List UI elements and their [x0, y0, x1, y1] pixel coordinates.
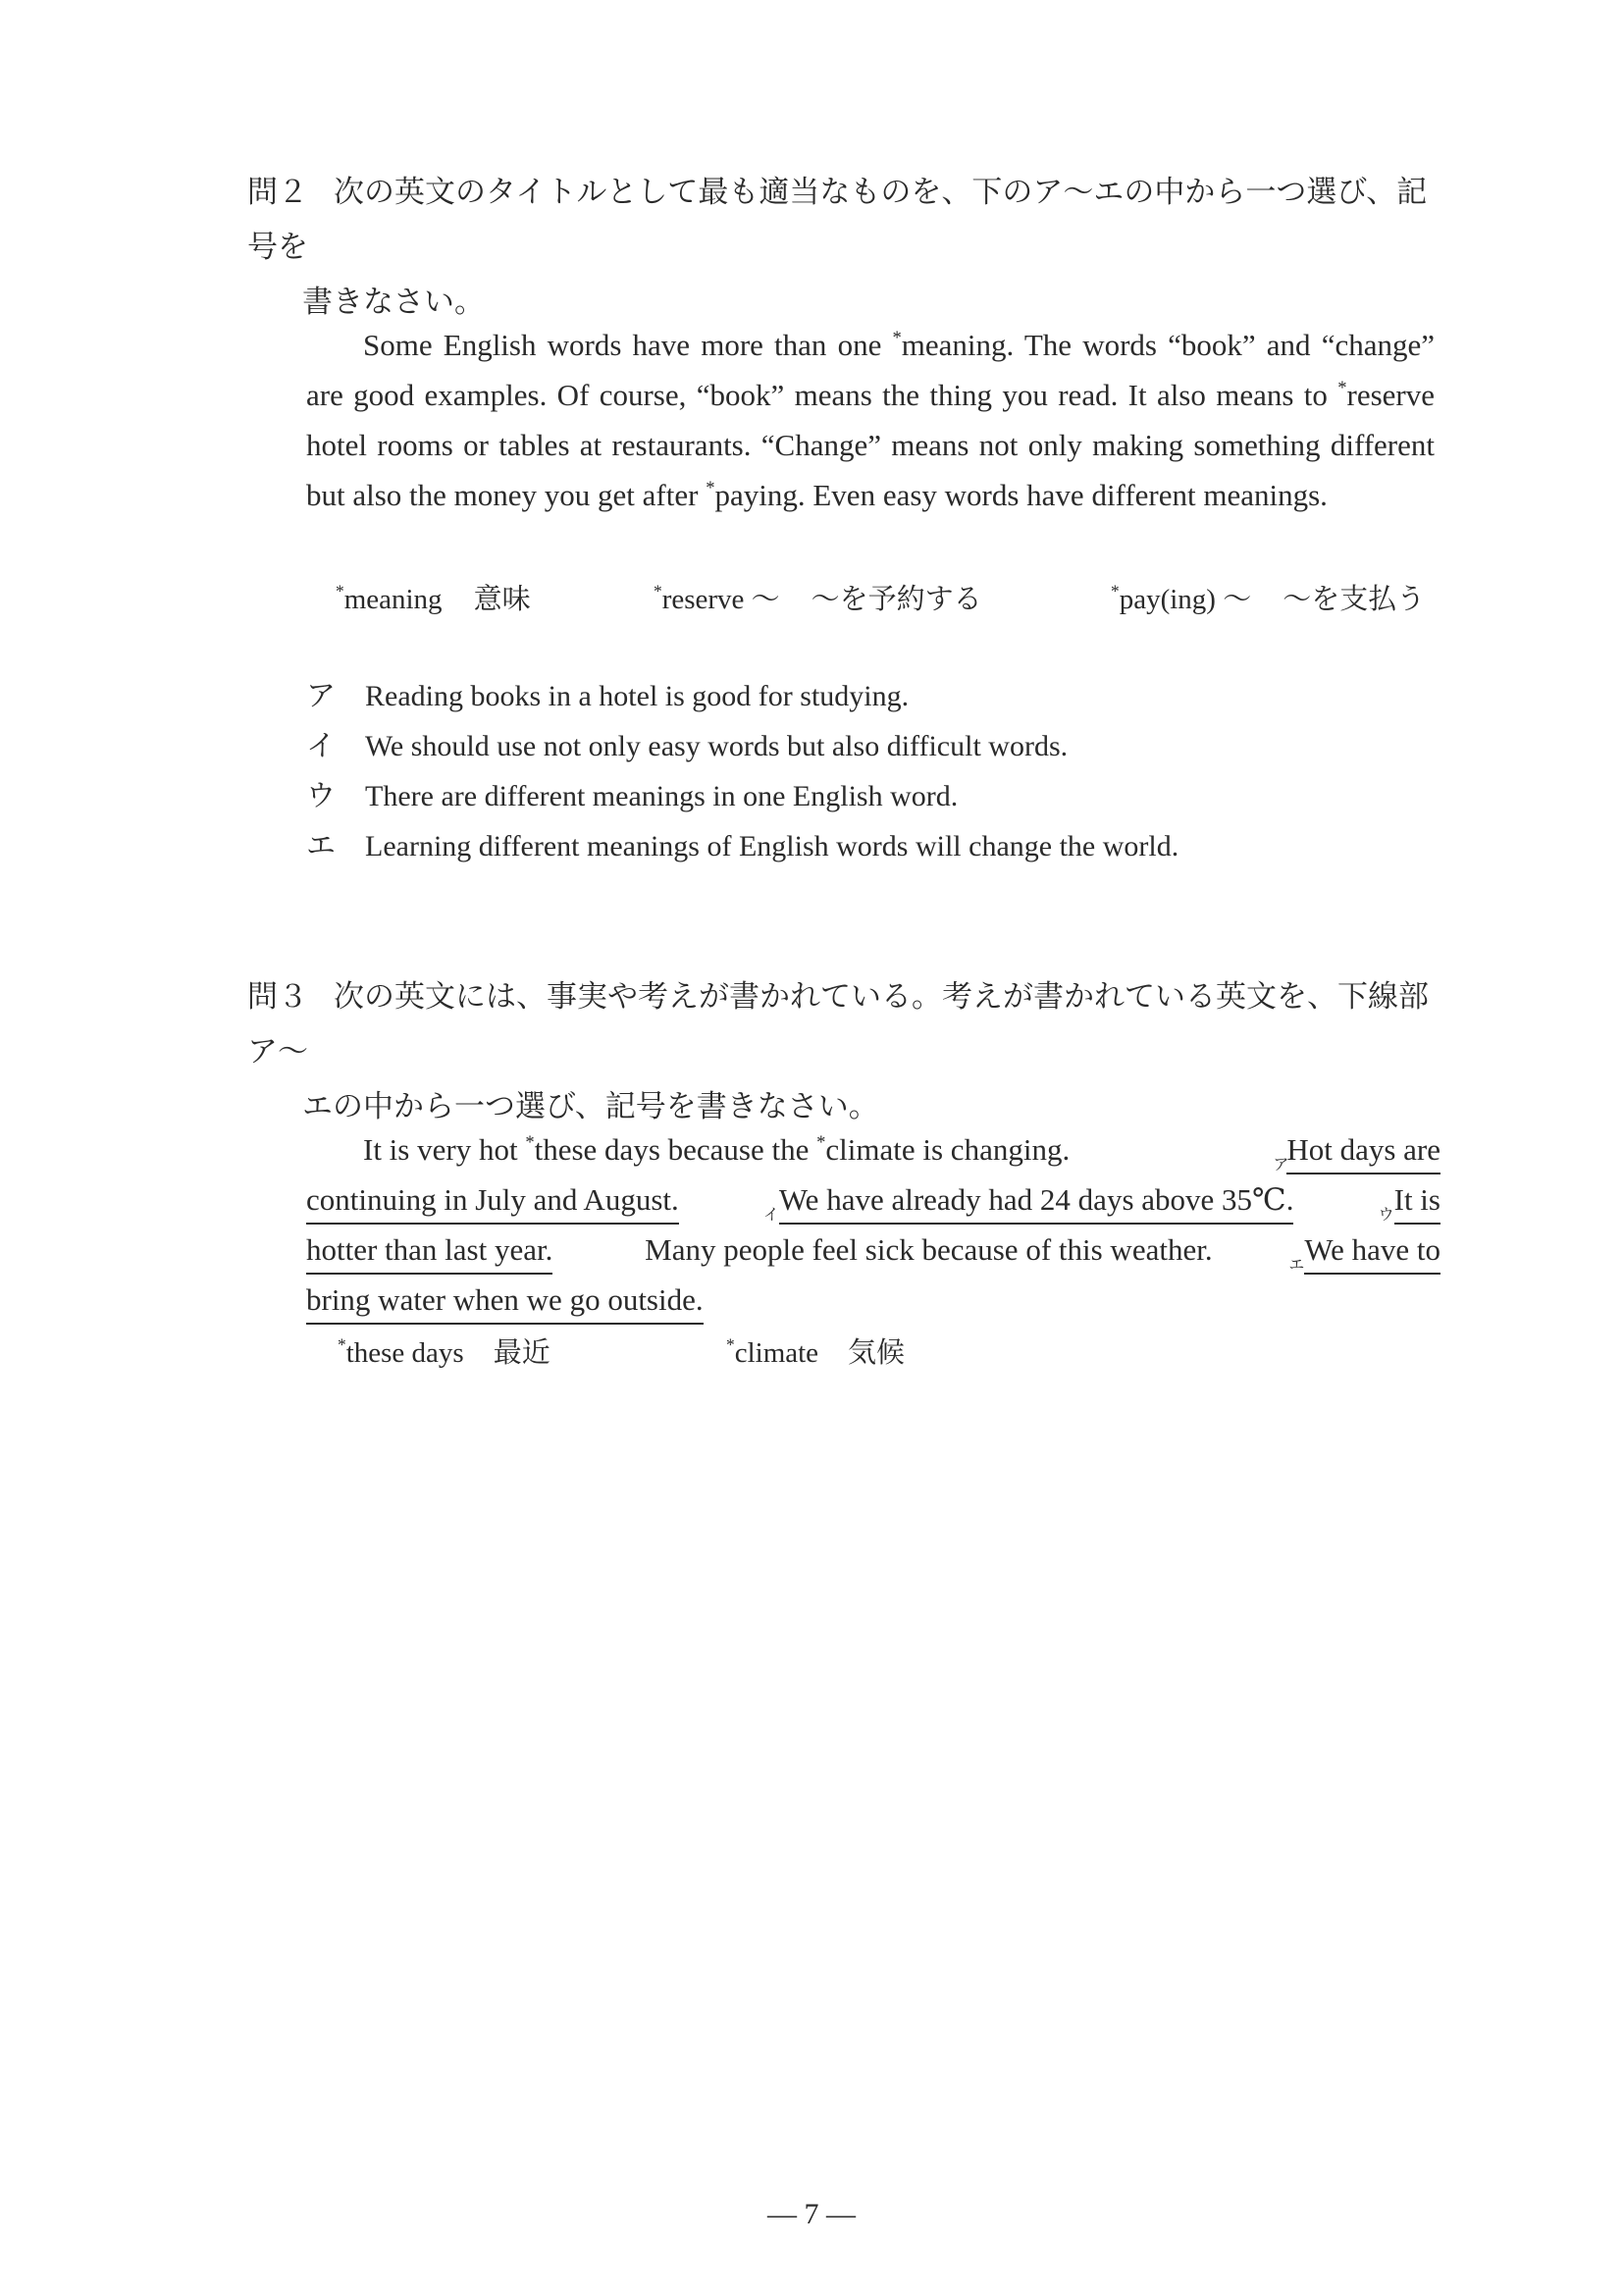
- label-a: ア: [1273, 1157, 1289, 1174]
- asterisk-mark: *: [706, 477, 715, 498]
- underline-a: ア Hot days are: [1286, 1124, 1440, 1174]
- q2-passage-text-2: meaning. The words “book” and “change” are good examples. Of course, “book” means the thing you read. It also means to: [306, 328, 1435, 412]
- q3-prompt-line2: エの中から一つ選び、記号を書きなさい。: [302, 1089, 879, 1123]
- q3-prompt-line1: 次の英文には、事実や考えが書かれている。考えが書かれている英文を、下線部ア～: [247, 979, 1429, 1069]
- q3-line-1: [306, 1124, 1440, 1174]
- underline-u: ウ It is: [1394, 1174, 1440, 1225]
- choice-mark: イ: [306, 730, 336, 762]
- gloss-meaning: ～を支払う: [1283, 584, 1426, 615]
- q2-prompt-line2: 書きなさい。: [302, 285, 485, 319]
- q3-line-2: [306, 1174, 1440, 1225]
- gloss-term: these days: [345, 1337, 464, 1369]
- label-u: ウ: [1378, 1207, 1394, 1224]
- choice-text: Learning different meanings of English words will change the world.: [365, 830, 1179, 862]
- choice-mark: ア: [306, 680, 336, 712]
- q3-gloss-these-days: *these days 最近: [338, 1334, 550, 1369]
- page-number: ― 7 ―: [767, 2198, 856, 2230]
- q3-text-mid: Many people feel sick because of this weather.: [645, 1232, 1213, 1267]
- underline-a-cont: continuing in July and August.: [306, 1174, 679, 1225]
- q2-number: 問２: [247, 175, 308, 209]
- label-e: エ: [1288, 1257, 1305, 1274]
- choice-a[interactable]: [306, 671, 1435, 721]
- gloss-meaning: 最近: [493, 1337, 550, 1369]
- q3-gloss-climate: *climate 気候: [726, 1334, 906, 1369]
- choice-u[interactable]: [306, 771, 1435, 821]
- gloss-meaning: 意味: [473, 584, 531, 615]
- underline-i: イ We have already had 24 days above 35℃.: [779, 1174, 1294, 1225]
- asterisk-mark: *: [1337, 377, 1347, 398]
- q2-passage: [306, 320, 1435, 520]
- q2-gloss-pay: *pay(ing) ～ ～を支払う: [1111, 581, 1426, 615]
- choice-text: Reading books in a hotel is good for studying.: [365, 680, 910, 712]
- choice-text: We should use not only easy words but also difficult words.: [365, 730, 1069, 762]
- underline-u-cont: hotter than last year.: [306, 1225, 552, 1275]
- label-i: イ: [762, 1207, 779, 1224]
- q2-gloss-meaning: *meaning 意味: [336, 581, 531, 615]
- choice-e[interactable]: [306, 821, 1435, 871]
- gloss-term: meaning: [343, 584, 443, 615]
- q2-gloss-reserve: *reserve ～ ～を予約する: [654, 581, 982, 615]
- q3-line-4: [306, 1275, 1440, 1325]
- choice-mark: エ: [306, 830, 336, 862]
- q2-heading: [247, 165, 1444, 330]
- underline-e-cont: bring water when we go outside.: [306, 1275, 704, 1325]
- q2-prompt-line1: 次の英文のタイトルとして最も適当なものを、下のア～エの中から一つ選び、記号を: [247, 175, 1428, 264]
- q2-choices: [306, 671, 1435, 871]
- underline-e: エ We have to: [1304, 1225, 1440, 1275]
- q2-passage-text-3: reserve hotel rooms or tables at restaurants. “Change” means not only making something different but also the money you get after: [306, 378, 1435, 512]
- gloss-meaning: ～を予約する: [811, 584, 982, 615]
- q3-heading: [247, 969, 1444, 1134]
- choice-text: There are different meanings in one English word.: [365, 780, 959, 812]
- gloss-term: pay(ing) ～: [1119, 584, 1252, 615]
- q3-text: It is very hot *these days because the *climate is changing.: [363, 1131, 1071, 1167]
- q3-passage: [306, 1124, 1440, 1325]
- q3-number: 問３: [247, 979, 308, 1014]
- gloss-term: reserve ～: [661, 584, 780, 615]
- gloss-meaning: 気候: [848, 1337, 906, 1369]
- asterisk-mark: *: [892, 327, 902, 348]
- q2-passage-text-4: paying. Even easy words have different meanings.: [714, 478, 1328, 512]
- q2-passage-text-1: Some English words have more than one: [363, 328, 893, 362]
- q3-line-3: [306, 1225, 1440, 1275]
- choice-i[interactable]: [306, 721, 1435, 771]
- gloss-term: climate: [734, 1337, 819, 1369]
- choice-mark: ウ: [306, 780, 336, 812]
